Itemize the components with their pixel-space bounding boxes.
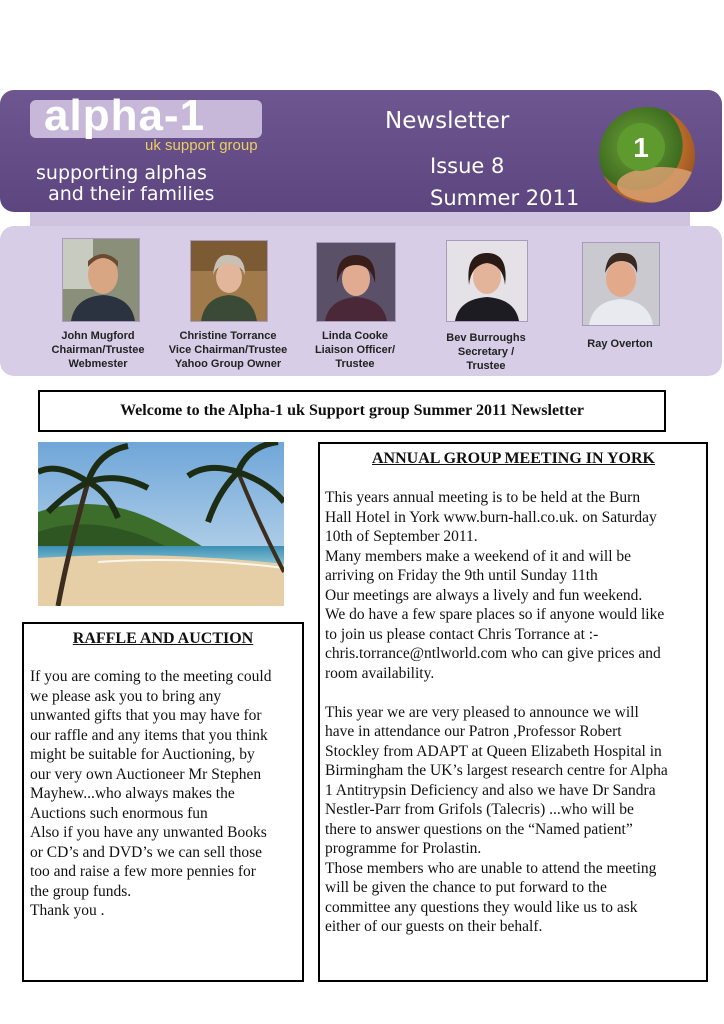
member-photo — [190, 240, 268, 322]
svg-text:1: 1 — [633, 132, 649, 163]
raffle-text-line: our very own Auctioneer Mr Stephen — [30, 765, 262, 783]
member-role: Yahoo Group Owner — [174, 358, 282, 370]
member-role: Webmester — [68, 358, 128, 370]
member-card — [162, 329, 294, 371]
raffle-body — [30, 667, 296, 921]
meeting-text-line: room availability. — [325, 664, 435, 682]
member-name: Christine Torrance — [179, 330, 277, 342]
raffle-text-line: Thank you . — [30, 902, 105, 919]
member-role: Liaison Officer/ — [314, 344, 396, 356]
raffle-text-line: or CD’s and DVD’s we can sell those — [30, 843, 263, 861]
meeting-text-line: will be given the chance to put forward to the — [325, 879, 607, 896]
meeting-text-line: to join us please contact Chris Torrance at :- — [325, 625, 599, 643]
meeting-text-line: Birmingham the UK’s largest research centre for Alpha — [325, 762, 668, 779]
beach-photo — [38, 442, 284, 606]
meeting-text-line: 10th of September 2011. — [325, 528, 478, 545]
meeting-text-line: We do have a few spare places so if anyone would like — [325, 606, 665, 623]
meeting-text-line: Many members make a weekend of it and will be — [325, 547, 632, 565]
logo-title: alpha-1 — [44, 91, 206, 140]
meeting-text-line: This year we are very pleased to announce we will — [325, 703, 639, 721]
meeting-text-line: there to answer questions on the “Named patient” — [325, 820, 633, 838]
meeting-text-line: This years annual meeting is to be held at the Burn — [325, 489, 641, 506]
meeting-text-line: Our meetings are always a lively and fun weekend. — [325, 586, 643, 604]
raffle-text-line: Also if you have any unwanted Books — [30, 824, 267, 841]
meeting-text-line — [325, 683, 702, 703]
welcome-heading: Welcome to the Alpha-1 uk Support group Summer 2011 Newsletter — [38, 390, 666, 432]
raffle-text-line: Auctions such enormous fun — [30, 804, 208, 822]
meeting-body — [325, 488, 702, 937]
meeting-text-line: Those members who are unable to attend the meeting — [325, 859, 657, 877]
issue-number: Issue 8 — [430, 154, 505, 178]
raffle-text-line: too and raise a few more pennies for — [30, 863, 256, 880]
raffle-text-line: we please ask you to bring any — [30, 687, 222, 705]
banner-underline-strip — [30, 212, 690, 226]
raffle-text-line: the group funds. — [30, 882, 132, 900]
raffle-text-line: might be suitable for Auctioning, by — [30, 746, 255, 763]
member-photo — [446, 240, 528, 322]
member-card — [296, 329, 414, 371]
member-name: Ray Overton — [587, 338, 653, 350]
member-name: Linda Cooke — [321, 330, 388, 342]
member-name: Bev Burroughs — [446, 332, 526, 344]
meeting-text-line: programme for Prolastin. — [325, 840, 482, 857]
member-role: Vice Chairman/Trustee — [168, 344, 288, 356]
newsletter-label: Newsletter — [385, 108, 510, 134]
meeting-section — [318, 442, 708, 982]
raffle-text-line: Mayhew...who always makes the — [30, 785, 235, 802]
raffle-title: RAFFLE AND AUCTION — [72, 630, 254, 647]
member-name: John Mugford — [61, 330, 135, 342]
member-role: Trustee — [466, 360, 506, 372]
tagline: supporting alphas and their families — [36, 162, 215, 205]
member-photo — [316, 242, 396, 322]
meeting-text-line: Hall Hotel in York www.burn-hall.co.uk. on Saturday — [325, 508, 657, 526]
issue-season: Summer 2011 — [430, 186, 580, 210]
meeting-text-line: either of our guests on their behalf. — [325, 918, 543, 935]
issue-info — [430, 150, 579, 214]
member-card — [426, 331, 546, 373]
member-role: Secretary / — [457, 346, 515, 358]
member-photo — [62, 238, 140, 322]
logo-subtitle: uk support group — [145, 137, 258, 154]
meeting-text-line: have in attendance our Patron ,Professor Robert — [325, 723, 622, 740]
member-role: Chairman/Trustee — [51, 344, 145, 356]
member-photo — [582, 242, 660, 326]
member-role: Trustee — [335, 358, 375, 370]
meeting-text-line: Nestler-Parr from Grifols (Talecris) ...who will be — [325, 801, 634, 818]
raffle-section — [22, 622, 304, 982]
meeting-text-line: committee any questions they would like us to ask — [325, 898, 638, 916]
raffle-text-line: unwanted gifts that you may have for — [30, 707, 262, 724]
alpha-badge-logo — [599, 107, 695, 203]
raffle-text-line: If you are coming to the meeting could — [30, 668, 272, 685]
member-card — [570, 337, 670, 351]
meeting-text-line: 1 Antitrypsin Deficiency and also we have Dr Sandra — [325, 781, 656, 799]
raffle-text-line: our raffle and any items that you think — [30, 726, 268, 744]
member-card — [40, 329, 156, 371]
meeting-text-line: arriving on Friday the 9th until Sunday 11th — [325, 567, 598, 584]
meeting-text-line: Stockley from ADAPT at Queen Elizabeth Hospital in — [325, 742, 662, 760]
meeting-title: ANNUAL GROUP MEETING IN YORK — [372, 450, 655, 467]
meeting-text-line: chris.torrance@ntlworld.com who can give prices and — [325, 645, 661, 662]
